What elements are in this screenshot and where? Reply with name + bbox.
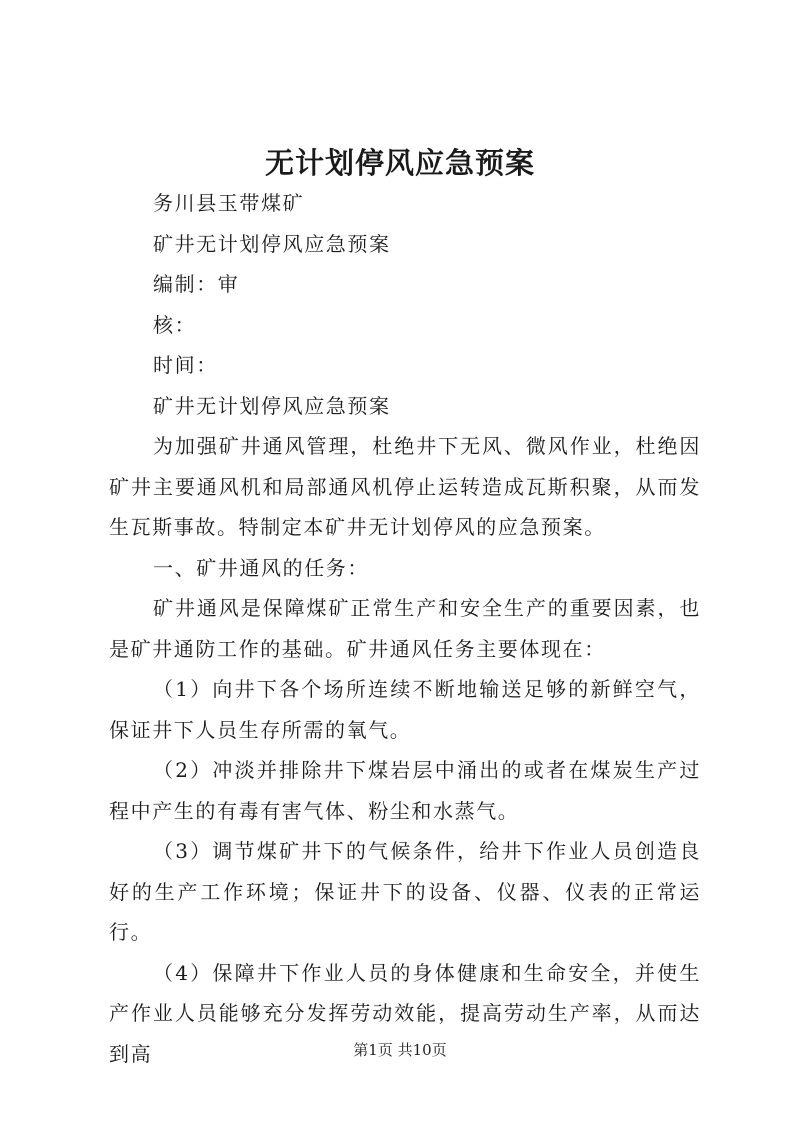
mine-name-line: 务川县玉带煤矿 [153, 191, 305, 215]
date-line: 时间： [153, 353, 218, 377]
compiler-line: 编制：审 [153, 272, 240, 296]
section-heading: 一、矿井通风的任务： [153, 555, 369, 580]
document-title: 无计划停风应急预案 [264, 146, 535, 180]
plan-name-line: 矿井无计划停风应急预案 [153, 231, 391, 256]
task-item-4: （4）保障井下作业人员的身体健康和生命安全，并使生产作业人员能够充分发挥劳动效能，提高劳动生产率，从而达到高 [109, 960, 701, 1066]
reviewer-line: 核： [153, 312, 197, 337]
page-number-footer: 第1页 共10页 [353, 1041, 447, 1059]
task-item-1: （1）向井下各个场所连续不断地输送足够的新鲜空气，保证井下人员生存所需的氧气。 [109, 677, 701, 742]
task-item-3: （3）调节煤矿井下的气候条件，给井下作业人员创造良好的生产工作环境；保证井下的设备、仪器、仪表的正常运行。 [109, 839, 701, 944]
intro-paragraph: 为加强矿井通风管理，杜绝井下无风、微风作业，杜绝因矿井主要通风机和局部通风机停止运转造成瓦斯积聚，从而发生瓦斯事故。特制定本矿井无计划停风的应急预案。 [109, 434, 701, 539]
ventilation-paragraph: 矿井通风是保障煤矿正常生产和安全生产的重要因素，也是矿井通防工作的基础。矿井通风任务主要体现在： [109, 596, 701, 661]
document-body [109, 183, 701, 1074]
task-item-2: （2）冲淡并排除井下煤岩层中涌出的或者在煤炭生产过程中产生的有毒有害气体、粉尘和水蒸气。 [109, 758, 701, 823]
plan-heading-line: 矿井无计划停风应急预案 [153, 393, 391, 418]
